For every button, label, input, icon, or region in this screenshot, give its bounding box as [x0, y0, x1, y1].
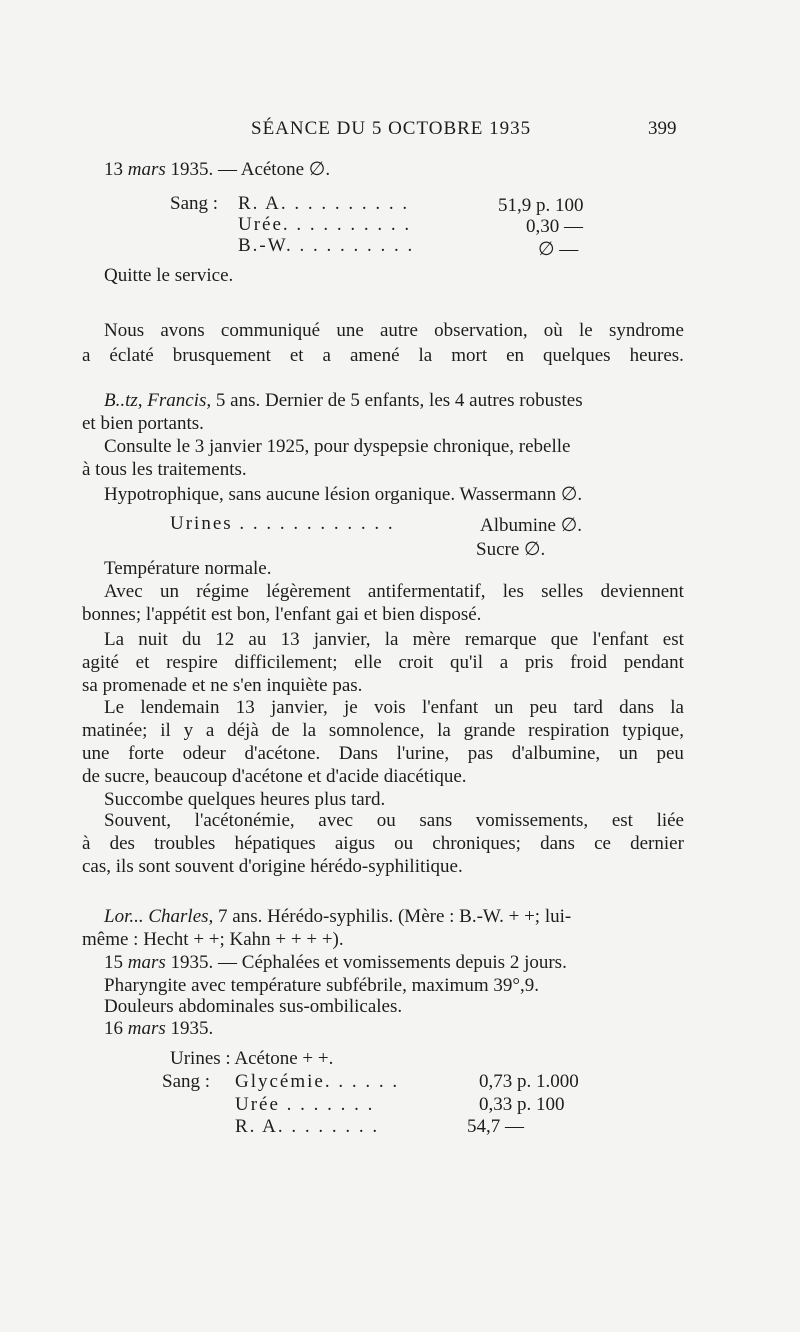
- lab-value: 54,7 —: [467, 1116, 524, 1137]
- paragraph-line: agité et respire difficilement; elle croit qu'il a pris froid pendant: [82, 652, 684, 673]
- case-intro-line: Lor... Charles, 7 ans. Hérédo-syphilis. (Mère : B.-W. + +; lui-: [104, 906, 572, 927]
- lab-name: R. A. . . . . . . . . .: [238, 193, 410, 214]
- lab-value: 0,33 p. 100: [479, 1094, 565, 1115]
- paragraph-line: Nous avons communiqué une autre observation, où le syndrome: [104, 320, 684, 341]
- lab-name: Urée . . . . . . .: [235, 1094, 375, 1115]
- paragraph-line: Quitte le service.: [104, 265, 234, 286]
- date-line: 15 mars 1935. — Céphalées et vomissements depuis 2 jours.: [104, 952, 567, 973]
- lab-value: 51,9 p. 100: [498, 195, 584, 216]
- paragraph-line: à tous les traitements.: [82, 459, 247, 480]
- urine-value: Sucre ∅.: [476, 539, 546, 560]
- lab-name: Glycémie. . . . . .: [235, 1071, 400, 1092]
- paragraph-line: La nuit du 12 au 13 janvier, la mère remarque que l'enfant est: [104, 629, 684, 650]
- paragraph-line: Consulte le 3 janvier 1925, pour dyspepsie chronique, rebelle: [104, 436, 571, 457]
- lab-name: Urée. . . . . . . . . .: [238, 214, 412, 235]
- date-line: 16 mars 1935.: [104, 1018, 214, 1039]
- lab-prefix: Sang :: [170, 193, 219, 214]
- paragraph-line: bonnes; l'appétit est bon, l'enfant gai et bien disposé.: [82, 604, 482, 625]
- paragraph-line: Douleurs abdominales sus-ombilicales.: [104, 996, 403, 1017]
- lab-value: 0,30 —: [526, 216, 583, 237]
- paragraph-line: Température normale.: [104, 558, 272, 579]
- lab-prefix: Sang :: [162, 1071, 211, 1092]
- paragraph-line: Pharyngite avec température subfébrile, maximum 39°,9.: [104, 975, 539, 996]
- paragraph-line: matinée; il y a déjà de la somnolence, la grande respiration typique,: [82, 720, 684, 741]
- patient-name: B..tz, Francis,: [104, 390, 212, 411]
- date-line: 13 mars 1935. — Acétone ∅.: [104, 159, 331, 180]
- paragraph-line: Succombe quelques heures plus tard.: [104, 789, 386, 810]
- paragraph-line: Souvent, l'acétonémie, avec ou sans vomissements, est liée: [104, 810, 684, 831]
- patient-name: Lor... Charles,: [104, 906, 214, 927]
- urine-line: Urines : Acétone + +.: [170, 1048, 334, 1069]
- paragraph-line: Avec un régime légèrement antifermentatif, les selles deviennent: [104, 581, 684, 602]
- paragraph-line: sa promenade et ne s'en inquiète pas.: [82, 675, 363, 696]
- lab-value: ∅ —: [538, 239, 579, 260]
- lab-name: R. A. . . . . . . .: [235, 1116, 380, 1137]
- paragraph-line: de sucre, beaucoup d'acétone et d'acide diacétique.: [82, 766, 467, 787]
- lab-name: B.-W. . . . . . . . . .: [238, 235, 415, 256]
- paragraph-line: une forte odeur d'acétone. Dans l'urine, pas d'albumine, un peu: [82, 743, 684, 764]
- paragraph-line: à des troubles hépatiques aigus ou chroniques; dans ce dernier: [82, 833, 684, 854]
- urine-label: Urines . . . . . . . . . . . .: [170, 513, 395, 534]
- paragraph-line: cas, ils sont souvent d'origine hérédo-syphilitique.: [82, 856, 463, 877]
- lab-value: 0,73 p. 1.000: [479, 1071, 579, 1092]
- paragraph-line: Le lendemain 13 janvier, je vois l'enfant un peu tard dans la: [104, 697, 684, 718]
- page-number: 399: [648, 118, 677, 139]
- paragraph-line: même : Hecht + +; Kahn + + + +).: [82, 929, 344, 950]
- case-intro-line: B..tz, Francis, 5 ans. Dernier de 5 enfants, les 4 autres robustes: [104, 390, 583, 411]
- urine-value: Albumine ∅.: [480, 515, 583, 536]
- paragraph-line: a éclaté brusquement et a amené la mort en quelques heures.: [82, 345, 684, 366]
- paragraph-line: et bien portants.: [82, 413, 204, 434]
- paragraph-line: Hypotrophique, sans aucune lésion organique. Wassermann ∅.: [104, 484, 583, 505]
- running-header: SÉANCE DU 5 OCTOBRE 1935: [251, 118, 532, 139]
